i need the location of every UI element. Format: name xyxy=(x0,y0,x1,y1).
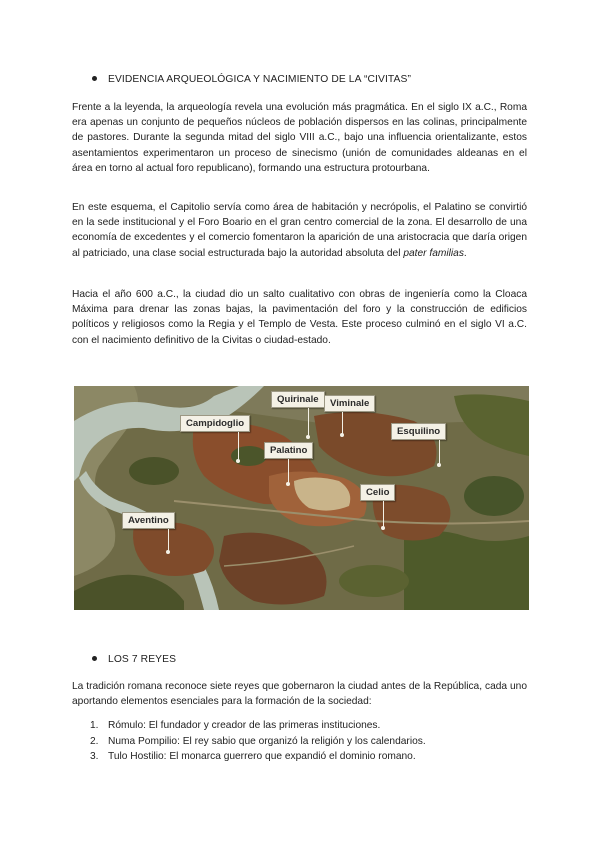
pin-palatino xyxy=(288,459,289,483)
bullet-icon xyxy=(92,76,97,81)
section-heading-kings xyxy=(92,654,176,665)
pin-dot-aventino xyxy=(166,550,170,554)
kings-list xyxy=(90,718,426,765)
label-palatino: Palatino xyxy=(264,442,313,459)
pin-dot-esquilino xyxy=(437,463,441,467)
paragraph-schema-end: . xyxy=(463,247,467,259)
pin-dot-celio xyxy=(381,526,385,530)
pin-dot-palatino xyxy=(286,482,290,486)
pin-viminale xyxy=(342,412,343,434)
label-quirinale: Quirinale xyxy=(271,391,325,408)
list-item xyxy=(90,718,426,734)
label-esquilino: Esquilino xyxy=(391,423,446,440)
paragraph-schema xyxy=(72,200,527,261)
pin-dot-viminale xyxy=(340,433,344,437)
list-item-number: 1. xyxy=(90,720,99,731)
label-viminale: Viminale xyxy=(324,395,375,412)
pin-dot-quirinale xyxy=(306,435,310,439)
list-item-text: Rómulo: El fundador y creador de las primeras instituciones. xyxy=(108,720,381,731)
label-campidoglio: Campidoglio xyxy=(180,415,250,432)
pin-aventino xyxy=(168,529,169,551)
pin-quirinale xyxy=(308,408,309,436)
paragraph-archaeology: Frente a la leyenda, la arqueología revela una evolución más pragmática. En el siglo IX a.C., Roma era apenas un conjunto de pequeños núcleos de población dispersos en las colinas, principalmente de pastores. Durante la segunda mitad del siglo VIII a.C., bajo una influencia orientalizante, estos asentamientos experimentaron un proceso de sinecismo (unión de comunidades aldeanas en el área en torno al actual foro republicano), formando una estructura protourbana. xyxy=(72,102,527,174)
heading-text: LOS 7 REYES xyxy=(108,654,177,665)
paragraph-schema-text: En este esquema, el Capitolio servía como área de habitación y necrópolis, el Palatino se convirtió en la sede institucional y el Foro Boario en el gran centro comercial de la zona. El desarrollo de una economía de excedentes y el comercio fomentaron la aparición de una aristocracia que daría origen al patriciado, una clase social estructurada bajo la autoridad absoluta del xyxy=(72,202,527,259)
list-item-number: 2. xyxy=(90,735,99,747)
list-item-text: Numa Pompilio: El rey sabio que organizó la religión y los calendarios. xyxy=(108,735,426,747)
list-item-number: 3. xyxy=(90,751,99,762)
section-heading-evidence xyxy=(92,74,411,85)
label-aventino: Aventino xyxy=(122,512,175,529)
list-item xyxy=(90,734,426,750)
paragraph-kings-intro: La tradición romana reconoce siete reyes que gobernaron la ciudad antes de la República, cada uno aportando elementos esenciales para la formación de la sociedad: xyxy=(72,681,527,708)
pin-campidoglio xyxy=(238,432,239,460)
pin-celio xyxy=(383,501,384,527)
label-celio: Celio xyxy=(360,484,395,501)
pin-esquilino xyxy=(439,440,440,464)
map-terrain xyxy=(74,386,529,610)
pater-familias-term: pater familias xyxy=(403,247,464,259)
pin-dot-campidoglio xyxy=(236,459,240,463)
bullet-icon xyxy=(92,656,97,661)
list-item xyxy=(90,749,426,765)
seven-hills-map-image xyxy=(74,386,529,610)
paragraph-civitas: Hacia el año 600 a.C., la ciudad dio un salto cualitativo con obras de ingeniería como la Cloaca Máxima para drenar las zonas bajas, la pavimentación del foro y la construcción de edificios políticos y religiosos como la Regia y el Templo de Vesta. Este proceso culminó en el siglo VI a.C. con el nacimiento definitivo de la Civitas o ciudad-estado. xyxy=(72,289,527,346)
heading-text: EVIDENCIA ARQUEOLÓGICA Y NACIMIENTO DE LA “CIVITAS” xyxy=(108,74,412,85)
list-item-text: Tulo Hostilio: El monarca guerrero que expandió el dominio romano. xyxy=(108,751,416,762)
